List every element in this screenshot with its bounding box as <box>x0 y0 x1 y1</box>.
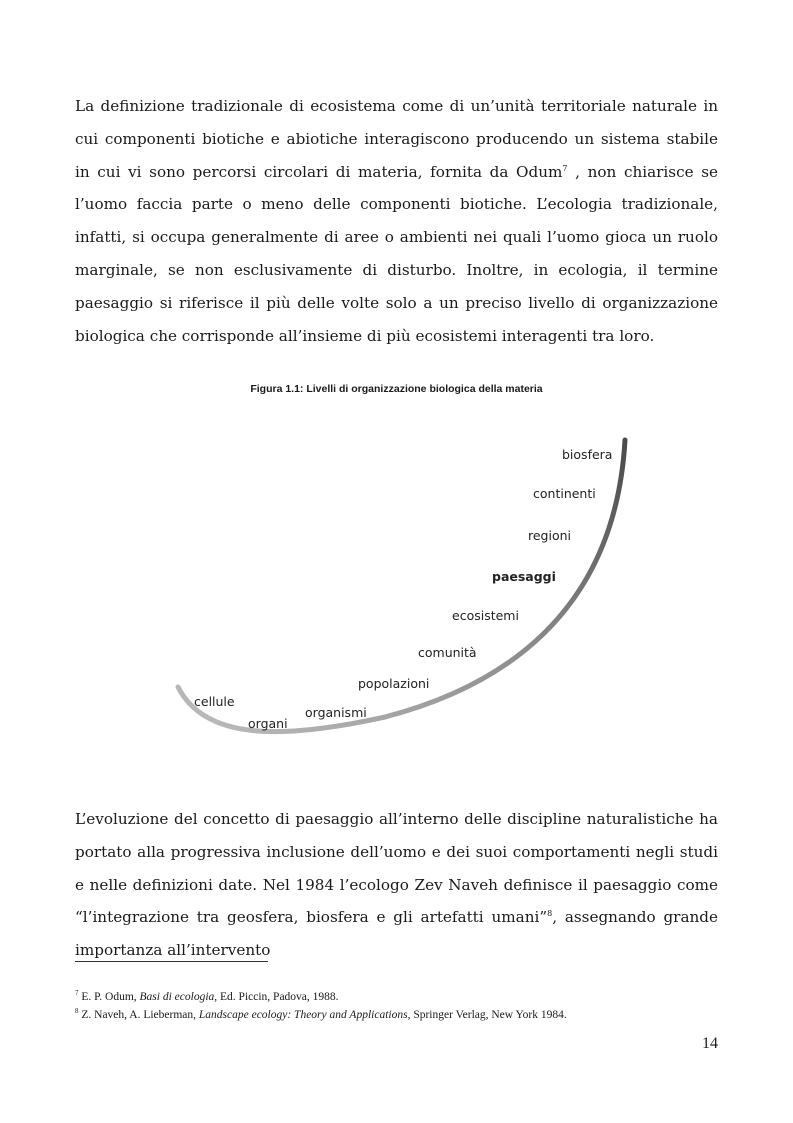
footnote-text: , Ed. Piccin, Padova, 1988. <box>214 991 339 1003</box>
footnote-text: Z. Naveh, A. Lieberman, <box>78 1009 199 1021</box>
levels-figure <box>170 425 640 755</box>
level-label-0: cellule <box>194 694 235 709</box>
footnote-number: 8 <box>75 1007 79 1016</box>
footnote-ref-7[interactable]: 7 <box>562 163 568 173</box>
level-label-8: continenti <box>533 486 596 501</box>
level-label-7: regioni <box>528 528 572 543</box>
figure-caption: Figura 1.1: Livelli di organizzazione biologica della materia <box>250 383 543 395</box>
footnote-title: Landscape ecology: Theory and Applications <box>198 1009 408 1021</box>
paragraph-1-text: La definizione tradizionale di ecosistema come di un’unità territoriale naturale in cui componenti biotiche e abiotiche interagiscono producendo un sistema stabile in cui vi sono percorsi circolari di materia, fornita da Odum <box>75 97 718 181</box>
level-label-6: paesaggi <box>492 569 556 584</box>
level-label-2: organismi <box>305 705 367 720</box>
level-label-9: biosfera <box>562 447 613 462</box>
footnote-separator <box>75 961 268 962</box>
level-label-3: popolazioni <box>358 676 430 691</box>
level-label-4: comunità <box>418 645 477 660</box>
paragraph-1-text-cont: , non chiarisce se l’uomo faccia parte o meno delle componenti biotiche. L’ecologia tradizionale, infatti, si occupa generalmente di aree o ambienti nei quali l’uomo gioca un ruolo marginale, se non esclusivamente di disturbo. Inoltre, in ecologia, il termine paesaggio si riferisce il più delle volte solo a un preciso livello di organizzazione biologica che corrisponde all’insieme di più ecosistemi interagenti tra loro. <box>75 162 719 345</box>
level-label-1: organi <box>248 716 288 731</box>
level-label-5: ecosistemi <box>452 608 519 623</box>
footnote-8 <box>75 1008 735 1023</box>
footnote-text: E. P. Odum, <box>78 991 140 1003</box>
paragraph-2-text: L’evoluzione del concetto di paesaggio all’interno delle discipline naturalistiche ha portato alla progressiva inclusione dell’uomo e dei suoi comportamenti negli studi e nelle definizioni date. Nel 1984 l’ecologo Zev Naveh definisce il paesaggio come “l’integrazione tra geosfera, biosfera e gli artefatti umani” <box>75 810 718 927</box>
paragraph-1 <box>75 90 718 352</box>
footnote-number: 7 <box>75 989 79 998</box>
page-number: 14 <box>702 1035 718 1052</box>
footnote-text: , Springer Verlag, New York 1984. <box>407 1009 567 1021</box>
footnote-ref-8[interactable]: 8 <box>547 909 553 919</box>
footnote-title: Basi di ecologia <box>139 991 215 1003</box>
footnote-7 <box>75 990 735 1005</box>
paragraph-2 <box>75 803 718 967</box>
paragraph-2-text-cont: , assegnando grande importanza all’intervento <box>75 908 718 960</box>
